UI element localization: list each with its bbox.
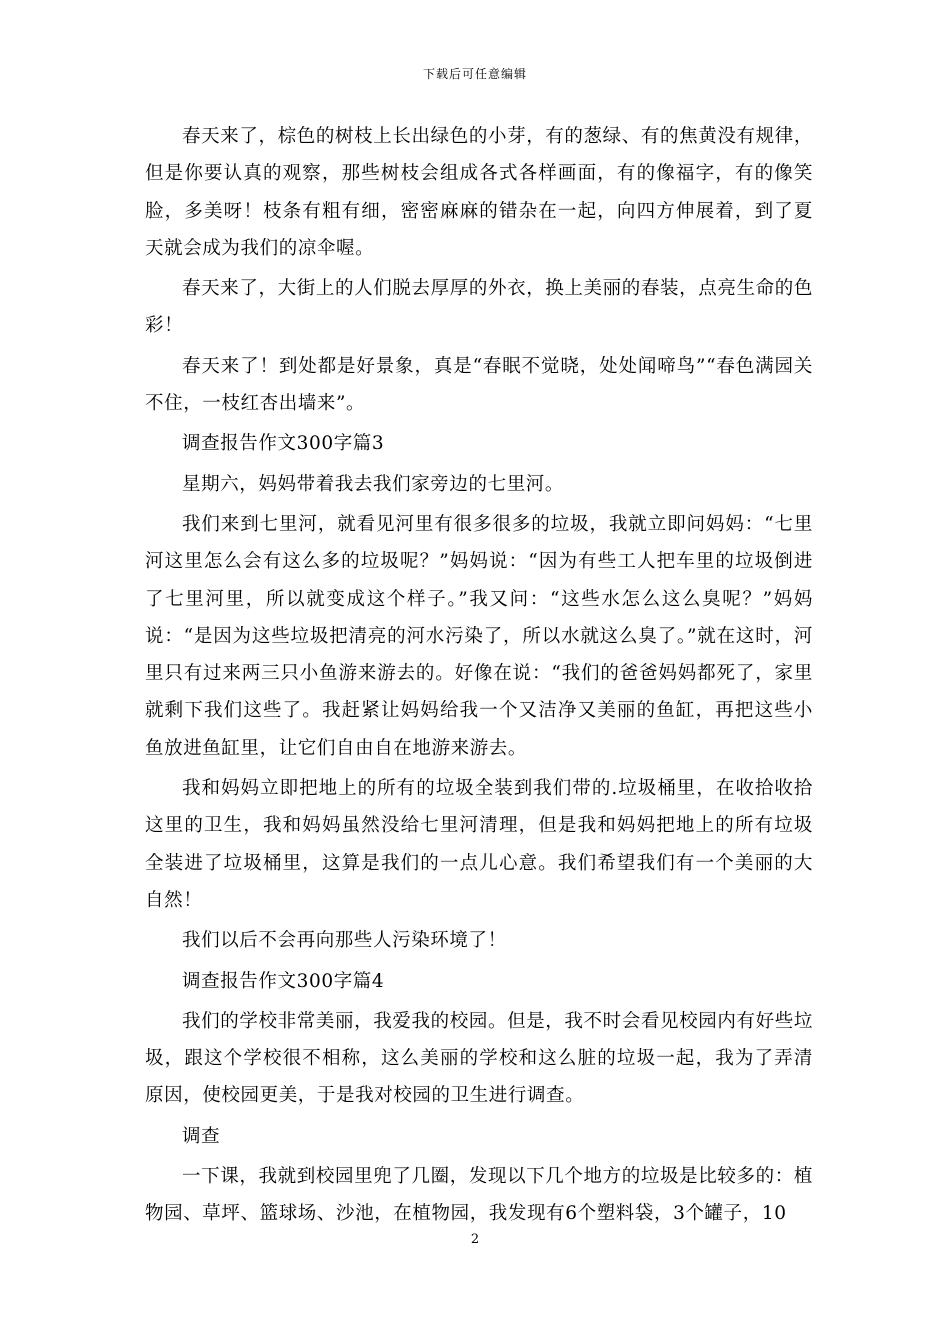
paragraph: 春天来了，棕色的树枝上长出绿色的小芽，有的葱绿、有的焦黄没有规律，但是你要认真的观察，那些树枝会组成各式各样画面，有的像福字，有的像笑脸，多美呀！枝条有粗有细，密密麻麻的错杂在一起，向四方伸展着，到了夏天就会成为我们的凉伞喔。: [145, 126, 813, 259]
paragraph: 我们的学校非常美丽，我爱我的校园。但是，我不时会看见校园内有好些垃圾，跟这个学校很不相称，这么美丽的学校和这么脏的垃圾一起，我为了弄清原因，使校园更美，于是我对校园的卫生进行调查。: [145, 1010, 813, 1107]
section-heading: 调查报告作文300字篇3: [182, 433, 385, 455]
paragraph: 春天来了，大街上的人们脱去厚厚的外衣，换上美丽的春装，点亮生命的色彩！: [145, 278, 813, 337]
paragraph: 我和妈妈立即把地上的所有的垃圾全装到我们带的.垃圾桶里，在收拾收拾这里的卫生，我和妈妈虽然没给七里河清理，但是我和妈妈把地上的所有垃圾全装进了垃圾桶里，这算是我们的一点儿心意。我们希望我们有一个美丽的大自然！: [145, 778, 813, 911]
paragraph: 我们以后不会再向那些人污染环境了！: [182, 930, 507, 952]
document-body: [145, 118, 813, 1236]
paragraph: 星期六，妈妈带着我去我们家旁边的七里河。: [182, 473, 565, 495]
page-header: 下载后可任意编辑: [422, 67, 527, 81]
paragraph: 我们来到七里河，就看见河里有很多很多的垃圾，我就立即问妈妈：“七里河这里怎么会有这么多的垃圾呢？”妈妈说：“因为有些工人把车里的垃圾倒进了七里河里，所以就变成这个样子。”我又问：“这些水怎么这么臭呢？”妈妈说：“是因为这些垃圾把清亮的河水污染了，所以水就这么臭了。”就在这时，河里只有过来两三只小鱼游来游去的。好像在说：“我们的爸爸妈妈都死了，家里就剩下我们这些了。我赶紧让妈妈给我一个又洁净又美丽的鱼缸，再把这些小鱼放进鱼缸里，让它们自由自在地游来游去。: [145, 513, 813, 759]
subheading: 调查: [182, 1125, 221, 1147]
section-heading: 调查报告作文300字篇4: [182, 970, 385, 992]
paragraph: 春天来了！到处都是好景象，真是“春眠不觉晓，处处闻啼鸟”“春色满园关不住，一枝红杏出墙来”。: [145, 355, 813, 415]
paragraph: 一下课，我就到校园里兜了几圈，发现以下几个地方的垃圾是比较多的：植物园、草坪、篮球场、沙池，在植物园，我发现有6个塑料袋，3个罐子，10: [145, 1166, 813, 1225]
page-number: 2: [470, 1232, 480, 1247]
